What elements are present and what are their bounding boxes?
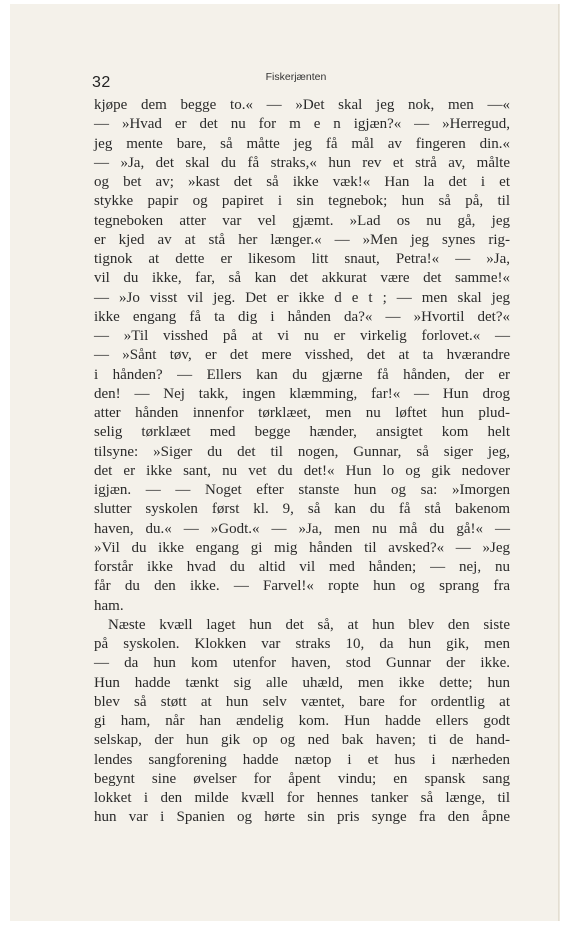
- text-line: »Vil du ikke engang gi mig hånden til avsked?« — »Jeg: [94, 539, 510, 556]
- running-title: Fiskerjænten: [265, 71, 327, 83]
- text-line: gi ham, når han ændelig kom. Hun hadde ellers godt: [94, 713, 510, 729]
- text-line: tignok at dette er likesom litt snaut, Petra!« — »Ja,: [94, 251, 510, 267]
- text-line: — »Hvad er det nu for m e n igjæn?« — »Herregud,: [94, 116, 510, 133]
- text-line: lendes sangforening hadde nætop i et hus i nærheden: [94, 751, 510, 768]
- text-line: det er ikke sant, nu vet du det!« Hun lo og gik nedover: [94, 462, 510, 479]
- text-line: kjøpe dem begge to.« — »Det skal jeg nok, men —«: [94, 97, 510, 113]
- text-line: blev så støtt at hun selv væntet, bare for ordentlig at: [94, 693, 510, 710]
- text-line: haven, du.« — »Godt.« — »Ja, men nu må du gå!« —: [94, 520, 510, 537]
- text-line: — »Ja, det skal du få straks,« hun rev et strå av, målte: [94, 154, 510, 171]
- text-line: jeg mente bare, så måtte jeg få mål av fingeren din.«: [94, 135, 510, 152]
- book-page: [10, 4, 559, 921]
- text-line: slutter syskolen først kl. 9, så kan du få stå bakenom: [94, 501, 510, 518]
- text-line: i hånden? — Ellers kan du gjærne få hånden, der er: [94, 366, 510, 383]
- text-line: Næste kvæll laget hun det så, at hun blev den siste: [108, 616, 510, 633]
- text-line: — da hun kom utenfor haven, stod Gunnar der ikke.: [94, 655, 510, 672]
- text-line: og bet av; »kast det så ikke væk!« Han la det i et: [94, 174, 510, 190]
- text-line: ham.: [94, 597, 124, 614]
- text-line: ikke engang få ta dig i hånden da?« — »Hvortil det?«: [94, 308, 510, 325]
- text-line: atter hånden innenfor tørklæet, men nu løftet hun plud-: [94, 405, 510, 421]
- text-line: begynt sine øvelser for åpent vindu; en spansk sang: [94, 770, 510, 787]
- text-line: Hun hadde tænkt sig alle uhæld, men ikke dette; hun: [94, 674, 510, 691]
- text-line: lokket i den milde kvæll for hennes tanker så længe, til: [94, 790, 510, 806]
- text-line: — »Til visshed på at vi nu er virkelig forlovet.« —: [94, 328, 510, 344]
- text-line: igjæn. — — Noget efter stanste hun og sa: »Imorgen: [94, 482, 510, 498]
- text-line: den! — Nej takk, ingen klæmming, far!« — Hun drog: [94, 385, 510, 402]
- text-line: — »Sånt tøv, er det mere visshed, det at ta hværandre: [94, 347, 510, 364]
- text-line: — »Jo visst vil jeg. Det er ikke d e t ; — men skal jeg: [94, 289, 510, 306]
- text-line: er kjed av at stå her længer.« — »Men jeg synes rig-: [94, 231, 510, 248]
- text-line: stykke papir og papiret i sin tegnebok; hun så på, til: [94, 193, 510, 210]
- text-line: hun var i Spanien og hørte sin pris synge fra den åpne: [94, 809, 510, 826]
- text-line: selig tørklæet med begge hænder, ansigtet kom helt: [94, 424, 510, 441]
- body-text: [94, 96, 510, 828]
- text-line: forstår ikke hvad du altid vil med hånden; — nej, nu: [94, 559, 510, 575]
- text-line: vil du ikke, far, så kan det akkurat være det samme!«: [94, 270, 510, 287]
- page-number: 32: [92, 74, 111, 91]
- text-line: på syskolen. Klokken var straks 10, da hun gik, men: [94, 636, 510, 652]
- text-line: tilsyne: »Siger du det til nogen, Gunnar, så siger jeg,: [94, 443, 510, 460]
- text-line: tegneboken atter var vel gjæmt. »Lad os nu gå, jeg: [94, 212, 510, 229]
- text-line: selskap, der hun gik op og ned bak haven; ti de hand-: [94, 732, 510, 749]
- text-line: får du den ikke. — Farvel!« ropte hun og sprang fra: [94, 578, 510, 595]
